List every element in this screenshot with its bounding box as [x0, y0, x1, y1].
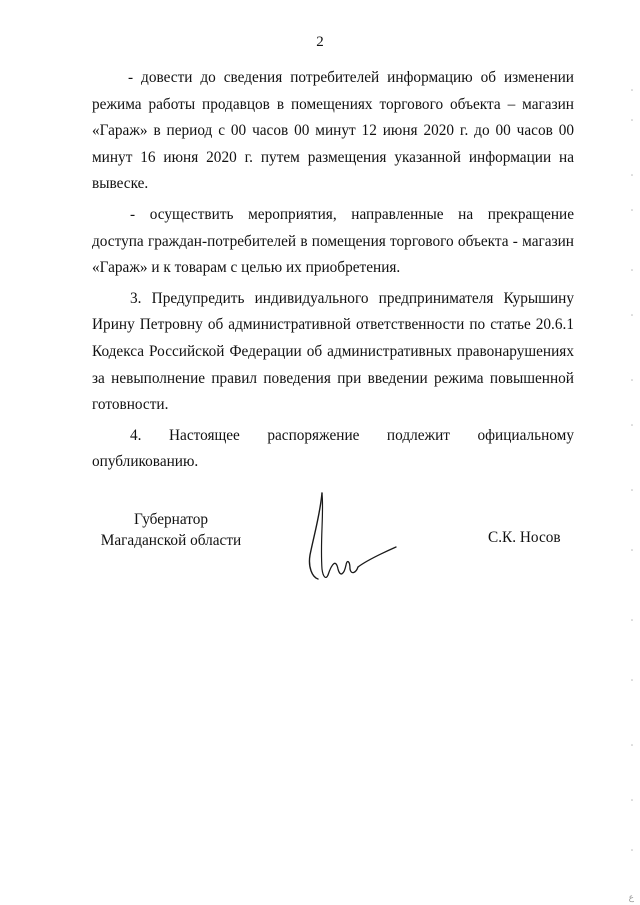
signatory-title-line2: Магаданской области: [100, 532, 242, 549]
handwritten-signature: [300, 485, 410, 595]
signature-block: [0, 505, 640, 595]
paragraph-publication: 4. Настоящее распоряжение подлежит официальному опубликованию.: [92, 426, 574, 471]
signatory-name: С.К. Носов: [488, 529, 561, 546]
paragraph-stop-access: - осуществить мероприятия, направленные на прекращение доступа граждан-потребителей в помещения торгового объекта - магазин «Гараж» и к товарам с целью их приобретения.: [92, 205, 574, 277]
document-body: [92, 65, 574, 476]
paragraph-warning: 3. Предупредить индивидуального предпринимателя Курышину Ирину Петровну об административной ответственности по статье 20.6.1 Кодекса Российской Федерации об административных правонарушениях за невыполнение правил поведения при введении режима повышенной готовности.: [92, 289, 574, 414]
signatory-title-line1: Губернатор: [133, 511, 209, 528]
page-number: 2: [316, 34, 324, 50]
signatory-title: [96, 509, 246, 551]
corner-mark: ع: [628, 893, 634, 903]
margin-scan-marks: [630, 80, 634, 860]
paragraph-inform-consumers: - довести до сведения потребителей информацию об изменении режима работы продавцов в помещениях торгового объекта – магазин «Гараж» в период с 00 часов 00 минут 12 июня 2020 г. до 00 часов 00 минут 16 июня 2020 г. путем размещения указанной информации на вывеске.: [92, 69, 574, 193]
